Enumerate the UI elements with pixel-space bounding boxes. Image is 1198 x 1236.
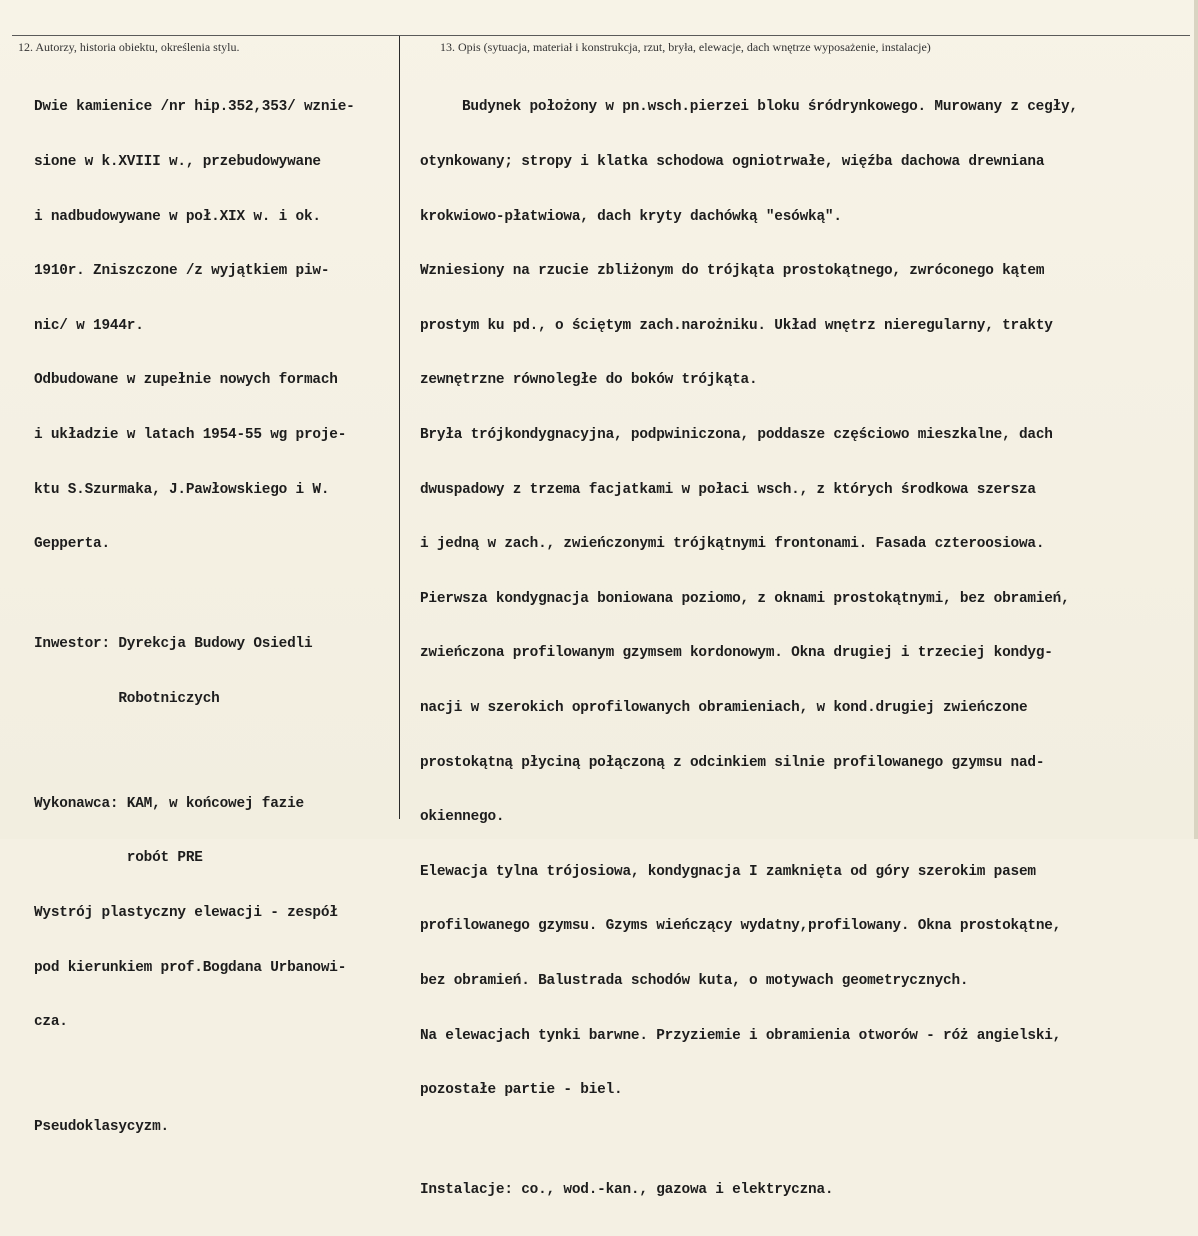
description-line: pozostałe partie - biel. bbox=[420, 1082, 623, 1099]
section-13-body bbox=[420, 62, 1195, 1236]
contractor-line: Wykonawca: KAM, w końcowej fazie bbox=[34, 795, 304, 812]
description-line: Pierwsza kondygnacja boniowana poziomo, z oknami prostokątnymi, bez obramień, bbox=[420, 590, 1070, 607]
contractor-line: robót PRE bbox=[34, 850, 203, 867]
description-line: okiennego. bbox=[420, 809, 505, 826]
description-line: bez obramień. Balustrada schodów kuta, o motywach geometrycznych. bbox=[420, 972, 969, 989]
description-line: Budynek położony w pn.wsch.pierzei bloku śródrynkowego. Murowany z cegły, bbox=[462, 99, 1078, 116]
section-13-heading: 13. Opis (sytuacja, materiał i konstrukcja, rzut, bryła, elewacje, dach wnętrze wyposażenie, instalacje) bbox=[440, 40, 931, 54]
history-line: ktu S.Szurmaka, J.Pawłowskiego i W. bbox=[34, 481, 330, 498]
history-line: 1910r. Zniszczone /z wyjątkiem piw- bbox=[34, 263, 330, 280]
description-line: Elewacja tylna trójosiowa, kondygnacja I zamknięta od góry szerokim pasem bbox=[420, 863, 1036, 880]
description-line: otynkowany; stropy i klatka schodowa ogniotrwałe, więźba dachowa drewniana bbox=[420, 154, 1045, 170]
installations-line: Instalacje: co., wod.-kan., gazowa i elektryczna. bbox=[420, 1182, 834, 1199]
decoration-line: Wystrój plastyczny elewacji - zespół bbox=[34, 904, 338, 921]
investor-line: Robotniczych bbox=[34, 690, 220, 707]
description-line: zwieńczona profilowanym gzymsem kordonowym. Okna drugiej i trzeciej kondyg- bbox=[420, 645, 1053, 662]
description-line: Bryła trójkondygnacyjna, podpwiniczona, poddasze częściowo mieszkalne, dach bbox=[420, 426, 1053, 443]
history-line: i nadbudowywane w poł.XIX w. i ok. bbox=[34, 208, 321, 225]
style-line: Pseudoklasycyzm. bbox=[34, 1119, 169, 1136]
description-line: dwuspadowy z trzema facjatkami w połaci wsch., z których środkowa szersza bbox=[420, 481, 1036, 498]
section-12-heading: 12. Autorzy, historia obiektu, określenia stylu. bbox=[18, 40, 240, 54]
description-line: nacji w szerokich oprofilowanych obramieniach, w kond.drugiej zwieńczone bbox=[420, 699, 1028, 716]
history-line: nic/ w 1944r. bbox=[34, 317, 144, 334]
history-line: Odbudowane w zupełnie nowych formach bbox=[34, 372, 338, 389]
description-line: zewnętrzne równoległe do boków trójkąta. bbox=[420, 372, 758, 389]
description-line: profilowanego gzymsu. Gzyms wieńczący wydatny,profilowany. Okna prostokątne, bbox=[420, 918, 1062, 935]
investor-line: Inwestor: Dyrekcja Budowy Osiedli bbox=[34, 636, 313, 653]
history-line: sione w k.XVIII w., przebudowywane bbox=[34, 154, 321, 170]
description-line: i jedną w zach., zwieńczonymi trójkątnymi frontonami. Fasada czteroosiowa. bbox=[420, 536, 1045, 553]
history-line: i układzie w latach 1954-55 wg proje- bbox=[34, 426, 347, 443]
section-12-body bbox=[34, 62, 424, 1173]
history-line: Dwie kamienice /nr hip.352,353/ wznie- bbox=[34, 99, 355, 116]
header-rule bbox=[12, 35, 1190, 36]
decoration-line: cza. bbox=[34, 1014, 68, 1031]
description-line: Na elewacjach tynki barwne. Przyziemie i obramienia otworów - róż angielski, bbox=[420, 1027, 1062, 1044]
history-line: Gepperta. bbox=[34, 536, 110, 553]
description-line: prostokątną płyciną połączoną z odcinkiem silnie profilowanego gzymsu nad- bbox=[420, 754, 1045, 771]
description-line: krokwiowo-płatwiowa, dach kryty dachówką "esówką". bbox=[420, 208, 842, 225]
description-line: prostym ku pd., o ściętym zach.narożniku. Układ wnętrz nieregularny, trakty bbox=[420, 317, 1053, 334]
decoration-line: pod kierunkiem prof.Bogdana Urbanowi- bbox=[34, 959, 347, 976]
description-line: Wzniesiony na rzucie zbliżonym do trójkąta prostokątnego, zwróconego kątem bbox=[420, 263, 1045, 280]
